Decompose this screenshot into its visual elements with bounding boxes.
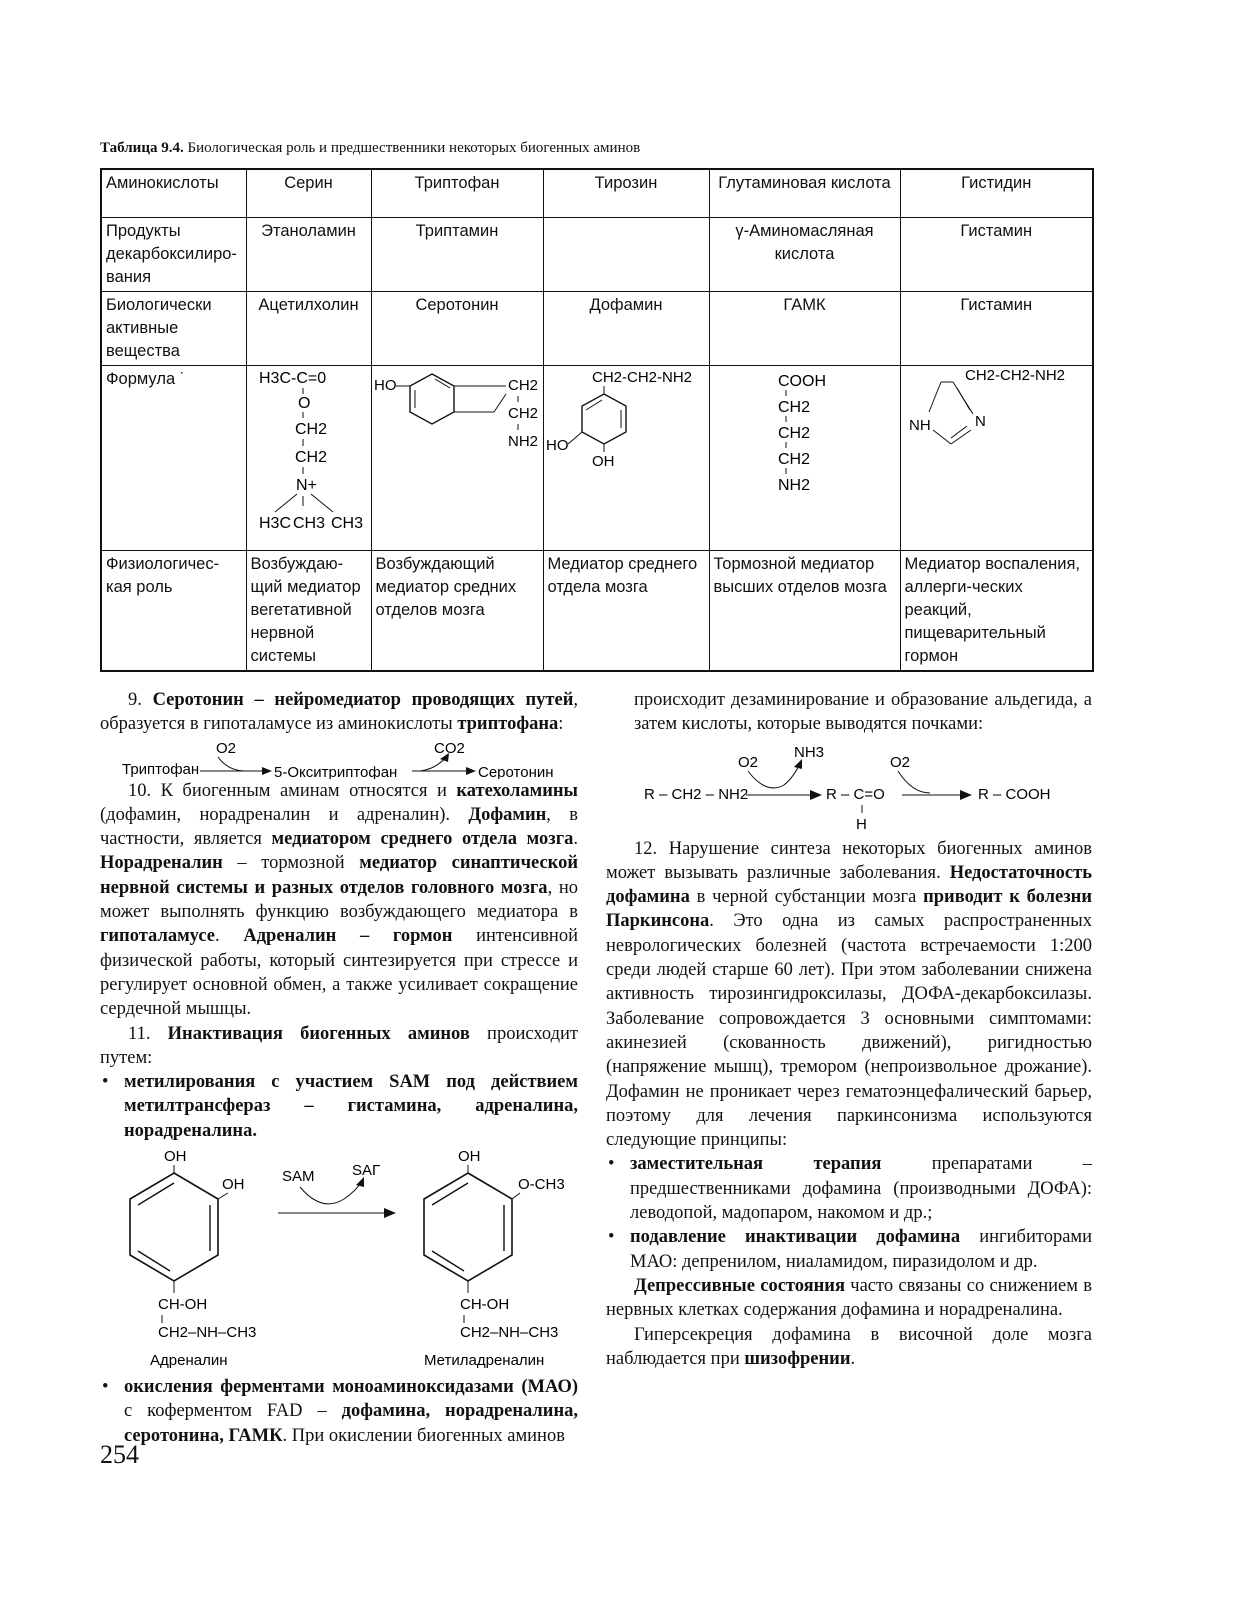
gaba-formula	[709, 365, 900, 550]
ach-ch2-a: CH2	[294, 420, 327, 438]
p10-o: интенсивной физической работы, который синтезируется при стрессе и регулирует основной обмен, а также усиливает сокращение сердечной мышцы.	[100, 926, 578, 1020]
serotonin-ch2-a: CH2	[507, 376, 538, 394]
p10-a: 10. К биогенным аминам относятся и	[128, 780, 457, 801]
histamine-formula	[900, 365, 1093, 550]
left-column	[100, 688, 578, 1448]
b2-b: с коферментом FAD –	[124, 1401, 342, 1422]
methyladrenaline-oh-top: OH	[458, 1148, 481, 1166]
p10-h: Норадреналин	[100, 853, 223, 874]
p10-m: .	[215, 926, 244, 947]
p10-k: , но может выполнять функцию возбуждающего медиатора в	[100, 877, 578, 923]
b2-a: окисления ферментами моноаминоксидазами (МАО)	[124, 1377, 578, 1398]
table-cell: Ацетилхолин	[246, 291, 371, 365]
r-b1-a: заместительная терапия	[630, 1154, 882, 1175]
p12-b: Недостаточность дофамина	[606, 862, 1092, 908]
adrenaline-chain: CH2–NH–CH3	[158, 1324, 257, 1342]
paragraph-continuation: происходит дезаминирование и образование альдегида, а затем кислоты, которые выводятся почками:	[634, 690, 1092, 735]
biogenic-amines-table	[100, 168, 1094, 672]
b2-d: . При окислении биогенных аминов	[282, 1425, 565, 1446]
p10-l: гипоталамусе	[100, 926, 216, 947]
scheme-5-hydroxytryptophan: 5-Окситриптофан	[274, 763, 398, 779]
methylation-sam: SAM	[282, 1168, 315, 1186]
table-cell: Тирозин	[543, 169, 709, 217]
serotonin-ch2-b: CH2	[507, 404, 538, 422]
deam-o2-a: O2	[738, 753, 759, 771]
bullet-methylation-text: метилирования с участием SAM под действием метилтрансфераз – гистамина, адреналина, норадреналина.	[124, 1072, 578, 1141]
table-caption	[100, 140, 640, 157]
p10-b: катехоламины	[456, 780, 578, 801]
methyladrenaline-choh: CH-OH	[460, 1296, 510, 1314]
methylation-sag: SAГ	[352, 1162, 381, 1180]
paragraph-9	[100, 688, 578, 737]
table-cell: Медиатор среднего отдела мозга	[543, 550, 709, 671]
p9-text: , образуется в гипоталамусе из аминокислоты	[100, 690, 579, 735]
deam-h: H	[856, 815, 867, 833]
ach-methyl-3: CH3	[330, 514, 363, 532]
methyladrenaline-och3: O-CH3	[518, 1176, 565, 1194]
ach-oxygen: O	[297, 394, 310, 412]
adrenaline-oh-side: OH	[222, 1176, 245, 1194]
histamine-nh: NH	[908, 416, 931, 434]
ach-methyl-1: H3C	[258, 514, 291, 532]
gaba-ch2-1: CH2	[777, 398, 810, 416]
table-row-active-substances	[101, 291, 1093, 365]
caption-text: Биологическая роль и предшественники некоторых биогенных аминов	[187, 140, 641, 156]
histamine-chain: CH2-CH2-NH2	[964, 366, 1065, 384]
gaba-ch2-3: CH2	[777, 450, 810, 468]
table-cell: Дофамин	[543, 291, 709, 365]
adrenaline-choh: CH-OH	[158, 1296, 208, 1314]
page-number: 254	[100, 1440, 139, 1469]
p10-i: – тормозной	[222, 853, 360, 874]
adrenaline-oh-top: OH	[164, 1148, 187, 1166]
ach-methyl-2: CH3	[292, 514, 325, 532]
p11-c: происходит путем:	[100, 1023, 578, 1068]
dopamine-formula	[543, 365, 709, 550]
last-c: .	[850, 1348, 856, 1369]
ach-nitrogen: N+	[295, 476, 317, 494]
table-cell: ГАМК	[709, 291, 900, 365]
bullet-replacement-therapy	[606, 1152, 1092, 1225]
table-row-physiological-role	[101, 550, 1093, 671]
p10-d: Дофамин	[468, 804, 547, 825]
table-cell: Возбуждаю-щий медиатор вегетативной нервной системы	[246, 550, 371, 671]
table-row-amino-acids	[101, 169, 1093, 217]
scheme-serotonin: Серотонин	[478, 763, 554, 779]
gaba-cooh: COOH	[777, 372, 826, 390]
r-b2-b: ингибиторами МАО: депренилом, ниаламидом, пиразидолом и др.	[630, 1227, 1093, 1272]
r-b1-b: препаратами – предшественниками дофамина (производными ДОФА): леводопой, мадопаром, накомом и др.;	[630, 1154, 1092, 1224]
bullet-methylation	[100, 1070, 578, 1143]
last-a: Гиперсекреция дофамина в височной доле мозга наблюдается при	[606, 1324, 1092, 1369]
adrenaline-name: Адреналин	[150, 1352, 228, 1370]
b2-c: дофамина, норадреналина, серотонина, ГАМК	[124, 1401, 578, 1446]
table-cell: Формула ˙	[101, 365, 246, 550]
serotonin-ho: HO	[373, 376, 396, 394]
table-cell: Медиатор воспаления, аллерги-ческих реакций, пищеварительный гормон	[900, 550, 1093, 671]
caption-label: Таблица 9.4.	[100, 140, 184, 156]
deam-amine: R – CH2 – NH2	[644, 785, 749, 803]
table-cell: Возбуждающий медиатор средних отделов мозга	[371, 550, 543, 671]
paragraph-schizophrenia	[606, 1323, 1092, 1372]
table-cell: Серин	[246, 169, 371, 217]
table-cell: Серотонин	[371, 291, 543, 365]
serotonin-synthesis-scheme	[100, 737, 578, 779]
dopamine-chain: CH2-CH2-NH2	[591, 368, 692, 386]
p10-j: медиатор синаптической нервной системы и разных отделов головного мозга	[100, 853, 578, 898]
table-row-formula	[101, 365, 1093, 550]
serotonin-formula	[371, 365, 543, 550]
p12-e: . Это одна из самых распространенных неврологических болезней (частота встречаемости 1:200 среди людей старше 60 лет). При этом заболевании снижена активность тирозингидроксилазы, ДОФА-декарбоксилазы. Заболевание сопровождается 3 основными симптомами: акинезией (скованность движений), ригидностью (напряжение мышц), тремором (непроизвольное дрожание). Дофамин не проникает через гематоэнцефалический барьер, поэтому для лечения паркинсонизма используются следующие принципы:	[606, 911, 1092, 1151]
table-cell: Триптофан	[371, 169, 543, 217]
table-cell: Гистидин	[900, 169, 1093, 217]
p10-e: , в частности, является	[100, 804, 578, 850]
p12-d: приводит к болезни Паркинсона	[606, 887, 1092, 932]
table-cell: Биологически активные вещества	[101, 291, 246, 365]
scheme-co2: CO2	[434, 739, 465, 757]
deamination-scheme	[606, 737, 1092, 833]
table-cell: Аминокислоты	[101, 169, 246, 217]
p9-end: :	[558, 714, 564, 735]
bullet-oxidation	[100, 1375, 578, 1448]
table-cell: Триптамин	[371, 217, 543, 291]
ach-ch2-b: CH2	[294, 448, 327, 466]
p9-num: 9.	[128, 690, 142, 710]
methyladrenaline-name: Метиладреналин	[424, 1352, 545, 1370]
formula-label: Формула	[106, 369, 176, 388]
table-cell: Тормозной медиатор высших отделов мозга	[709, 550, 900, 671]
p11-b: Инактивация биогенных аминов	[167, 1023, 470, 1044]
paragraph-11	[100, 1022, 578, 1071]
p10-c: (дофамин, норадреналин и адреналин).	[100, 804, 469, 825]
histamine-n: N	[974, 412, 986, 430]
scheme-o2: O2	[216, 739, 237, 757]
table-row-decarboxylation	[101, 217, 1093, 291]
table-cell: γ-Аминомасляная кислота	[709, 217, 900, 291]
dep-a: Депрессивные состояния	[634, 1275, 845, 1296]
dopamine-oh: OH	[591, 452, 614, 470]
table-cell: Физиологичес-кая роль	[101, 550, 246, 671]
scheme-tryptophan: Триптофан	[122, 760, 200, 778]
table-cell: Гистамин	[900, 291, 1093, 365]
dep-b: часто связаны со снижением в нервных клетках содержания дофамина и норадреналина.	[606, 1275, 1092, 1321]
serotonin-nh2: NH2	[507, 432, 538, 450]
acetylcholine-formula	[246, 365, 371, 550]
methylation-scheme	[100, 1143, 578, 1375]
dopamine-ho: HO	[545, 436, 568, 454]
paragraph-12	[606, 837, 1092, 1153]
table-cell: Гистамин	[900, 217, 1093, 291]
table-cell: Этаноламин	[246, 217, 371, 291]
r-b2-a: подавление инактивации дофамина	[630, 1227, 961, 1248]
gaba-ch2-2: CH2	[777, 424, 810, 442]
paragraph-depression	[606, 1274, 1092, 1323]
bullet-mao-inhibition	[606, 1225, 1092, 1274]
p9-bold: Серотонин – нейромедиатор проводящих путей	[152, 690, 574, 710]
p10-n: Адреналин – гормон	[243, 926, 453, 947]
table-cell: Глутаминовая кислота	[709, 169, 900, 217]
gaba-nh2: NH2	[777, 476, 810, 494]
p10-g: .	[573, 829, 578, 850]
table-cell: Продукты декарбоксилиро-вания	[101, 217, 246, 291]
last-b: шизофрении	[744, 1348, 851, 1369]
deam-acid: R – COOH	[978, 785, 1051, 803]
deam-nh3: NH3	[794, 743, 825, 761]
p12-a: 12. Нарушение синтеза некоторых биогенных аминов может вызывать различные заболевания.	[606, 838, 1092, 883]
table-cell	[543, 217, 709, 291]
deam-o2-b: O2	[890, 753, 911, 771]
methyladrenaline-chain: CH2–NH–CH3	[460, 1324, 559, 1342]
p10-f: медиатором среднего отдела мозга	[271, 829, 574, 850]
ach-carbonyl: H3C-C=0	[258, 369, 326, 387]
right-column	[606, 688, 1092, 1371]
p12-c: в черной субстанции мозга	[689, 887, 924, 908]
p11-a: 11.	[128, 1023, 168, 1044]
paragraph-10	[100, 779, 578, 1022]
deam-aldehyde: R – C=O	[826, 785, 885, 803]
p9-bold2: триптофана	[457, 714, 559, 735]
